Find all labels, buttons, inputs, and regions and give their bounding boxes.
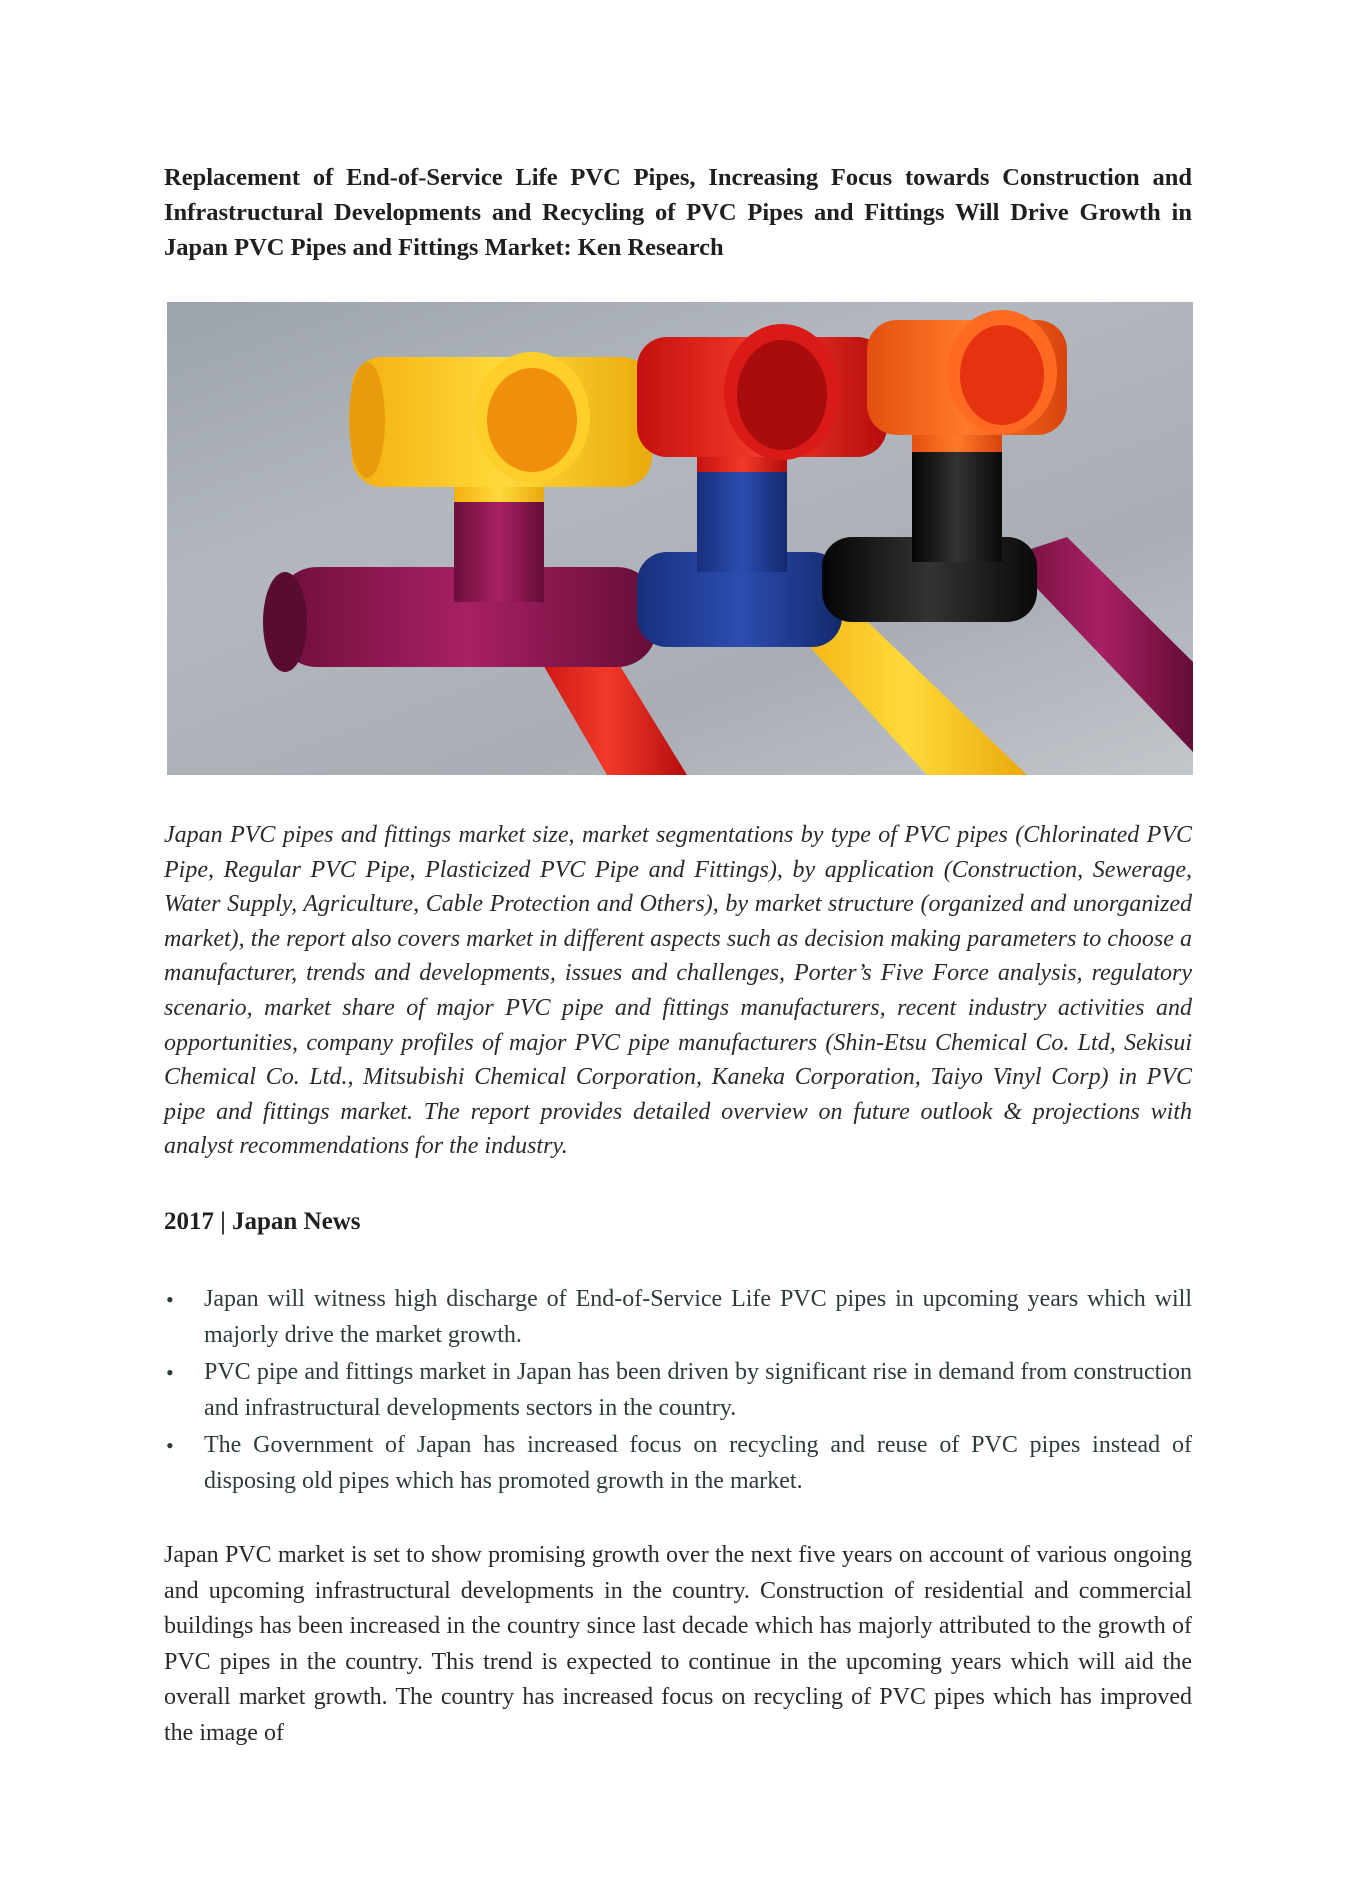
news-item-text: The Government of Japan has increased focus on recycling and reuse of PVC pipes instead of disposing old pipes which has promoted growth in the market. <box>204 1432 1192 1494</box>
document-title: Replacement of End-of-Service Life PVC Pipes, Increasing Focus towards Construction and Infrastructural Developments and Recycling of PVC Pipes and Fittings Will Drive Growth in Japan PVC Pipes and Fittings Market: Ken Research <box>164 164 1192 261</box>
news-list <box>164 1282 1192 1501</box>
bullet-icon: • <box>166 1360 174 1385</box>
news-item <box>164 1282 1192 1353</box>
news-heading: 2017 | Japan News <box>164 1208 361 1235</box>
body-paragraph: Japan PVC market is set to show promising growth over the next five years on account of various ongoing and upcoming infrastructural developments in the country. Construction of residential and commercial buildings has been increased in the country since last decade which has majorly attributed to the growth of PVC pipes in the country. This trend is expected to continue in the upcoming years which will aid the overall market growth. The country has increased focus on recycling of PVC pipes which has improved the image of <box>164 1542 1192 1746</box>
pvc-pipes-illustration <box>167 302 1193 775</box>
news-item <box>164 1355 1192 1426</box>
bullet-icon: • <box>166 1433 174 1458</box>
bullet-icon: • <box>166 1287 174 1312</box>
report-abstract: Japan PVC pipes and fittings market size, market segmentations by type of PVC pipes (Chlorinated PVC Pipe, Regular PVC Pipe, Plasticized PVC Pipe and Fittings), by application (Construction, Sewerage, Water Supply, Agriculture, Cable Protection and Others), by market structure (organized and unorganized market), the report also covers market in different aspects such as decision making parameters to choose a manufacturer, trends and developments, issues and challenges, Porter’s Five Force analysis, regulatory scenario, market share of major PVC pipe and fittings manufacturers, recent industry activities and opportunities, company profiles of major PVC pipe manufacturers (Shin-Etsu Chemical Co. Ltd, Sekisui Chemical Co. Ltd., Mitsubishi Chemical Corporation, Kaneka Corporation, Taiyo Vinyl Corp) in PVC pipe and fittings market. The report provides detailed overview on future outlook & projections with analyst recommendations for the industry. <box>164 822 1192 1160</box>
pvc-pipes-photo <box>167 302 1193 775</box>
news-item <box>164 1428 1192 1499</box>
news-item-text: PVC pipe and fittings market in Japan has been driven by significant rise in demand from construction and infrastructural developments sectors in the country. <box>204 1359 1192 1421</box>
news-item-text: Japan will witness high discharge of End-of-Service Life PVC pipes in upcoming years which will majorly drive the market growth. <box>204 1286 1192 1348</box>
